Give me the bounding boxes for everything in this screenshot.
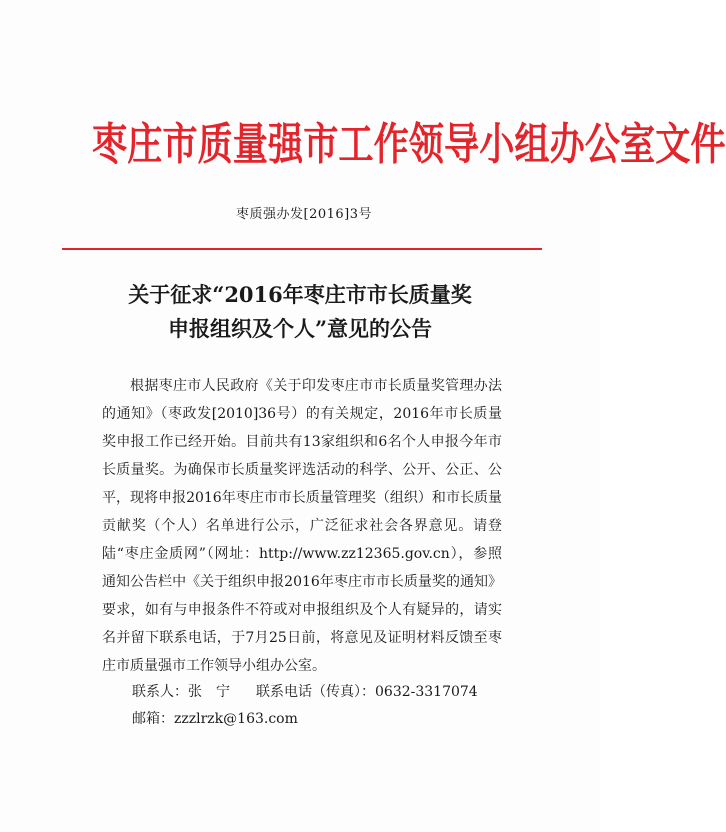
notice-body	[102, 372, 502, 680]
body-paragraph: 根据枣庄市人民政府《关于印发枣庄市市长质量奖管理办法的通知》（枣政发[2010]36号）的有关规定，2016年市长质量奖申报工作已经开始。目前共有13家组织和6名个人申报今年市长质量奖。为确保市长质量奖评选活动的科学、公开、公正、公平，现将申报2016年枣庄市市长质量管理奖（组织）和市长质量贡献奖（个人）名单进行公示，广泛征求社会各界意见。请登陆“枣庄金质网”（网址：http://www.zz12365.gov.cn），参照通知公告栏中《关于组织申报2016年枣庄市市长质量奖的通知》要求，如有与申报条件不符或对申报组织及个人有疑异的，请实名并留下联系电话，于7月25日前，将意见及证明材料反馈至枣庄市质量强市工作领导小组办公室。	[102, 378, 502, 674]
contact-phone: 联系电话（传真）：0632-3317074	[256, 684, 478, 700]
notice-title-line-2: 申报组织及个人”意见的公告	[167, 316, 433, 341]
contact-person: 联系人：张 宁	[132, 684, 230, 700]
notice-title-line-1: 关于征求“2016年枣庄市市长质量奖	[128, 282, 472, 307]
contact-line	[132, 682, 478, 702]
issuer-header: 枣庄市质量强市工作领导小组办公室文件	[92, 119, 726, 170]
red-divider-line	[62, 248, 542, 250]
document-number: 枣质强办发[2016]3号	[236, 207, 372, 222]
contact-email: 邮箱：zzzlrzk@163.com	[132, 711, 298, 727]
